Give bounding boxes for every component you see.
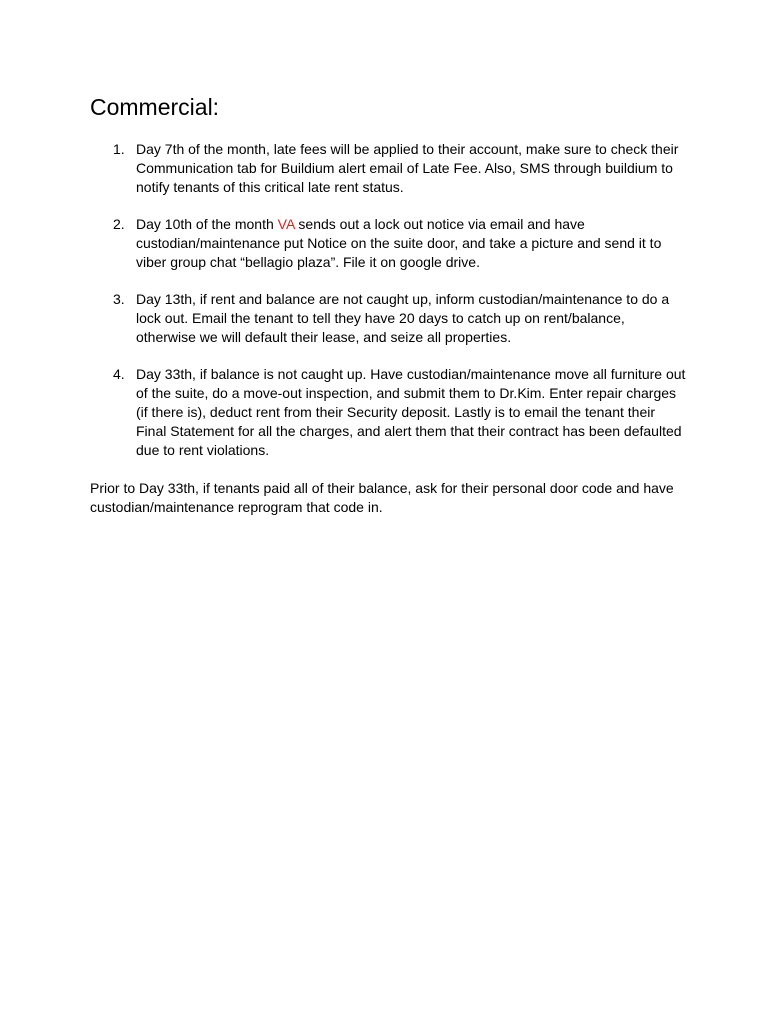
- list-item-text: Day 7th of the month, late fees will be applied to their account, make sure to check their Communication tab for Buildium alert email of Late Fee. Also, SMS through buildium to notify tenants of this critical late rent status.: [136, 141, 679, 195]
- list-item-text: [136, 215, 686, 272]
- procedure-list: [0, 140, 768, 478]
- list-item-text: Day 33th, if balance is not caught up. Have custodian/maintenance move all furniture out of the suite, do a move-out inspection, and submit them to Dr.Kim. Enter repair charges (if there is), deduct rent from their Security deposit. Lastly is to email the tenant their Final Statement for all the charges, and alert them that their contract has been defaulted due to rent violations.: [136, 366, 686, 458]
- closing-paragraph: Prior to Day 33th, if tenants paid all of their balance, ask for their personal door code and have custodian/maintenance reprogram that code in.: [90, 480, 674, 515]
- list-item: [0, 140, 768, 197]
- list-item-text-before: Day 10th of the month: [136, 216, 278, 232]
- list-item-number: 3.: [113, 291, 125, 307]
- list-item: [0, 215, 768, 272]
- list-item-number: 4.: [113, 366, 125, 382]
- list-item-number: 1.: [113, 141, 125, 157]
- list-item: [0, 365, 768, 460]
- list-item-text: Day 13th, if rent and balance are not caught up, inform custodian/maintenance to do a lock out. Email the tenant to tell they have 20 days to catch up on rent/balance, otherwise we will default their lease, and seize all properties.: [136, 291, 670, 345]
- highlighted-term: VA: [277, 216, 295, 232]
- list-item-text-after: sends out a lock out notice via email and have custodian/maintenance put Notice on the suite door, and take a picture and send it to viber group chat “bellagio plaza”. File it on google drive.: [136, 216, 662, 270]
- list-item: [0, 290, 768, 347]
- page-title: Commercial:: [90, 94, 220, 120]
- list-item-number: 2.: [113, 216, 125, 232]
